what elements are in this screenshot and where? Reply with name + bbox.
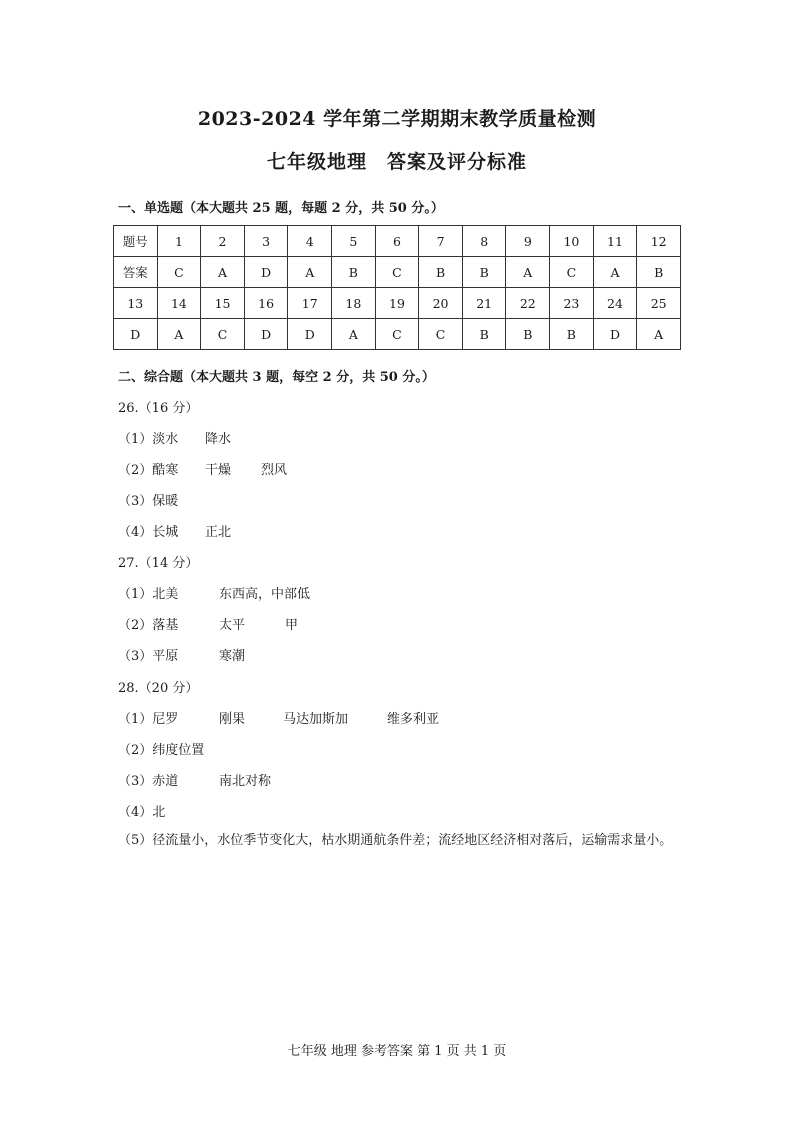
table-cell: 5 [332, 226, 376, 257]
answer-text: 维多利亚 [387, 712, 440, 727]
answer-text: （1）北美 [118, 587, 179, 602]
table-cell: B [506, 319, 550, 350]
answer-line [118, 645, 245, 664]
table-cell: 10 [550, 226, 594, 257]
answer-line [118, 739, 204, 758]
table-cell: 6 [375, 226, 419, 257]
answer-text: 刚果 [219, 712, 246, 727]
answer-line [118, 801, 165, 820]
table-cell: A [332, 319, 376, 350]
answer-line [118, 490, 178, 509]
answer-text: （2）纬度位置 [118, 743, 205, 758]
table-cell: C [201, 319, 245, 350]
table-row [114, 226, 681, 257]
table-cell: 2 [201, 226, 245, 257]
table-cell: C [375, 257, 419, 288]
answer-text: 寒潮 [219, 649, 246, 664]
answer-line [118, 428, 231, 447]
answer-text: （3）保暖 [118, 494, 179, 509]
page-footer: 七年级 地理 参考答案 第 1 页 共 1 页 [287, 1044, 507, 1059]
question-26-heading: 26.（16 分） [118, 401, 199, 416]
table-cell: 7 [419, 226, 463, 257]
table-cell: 16 [244, 288, 288, 319]
table-cell: 9 [506, 226, 550, 257]
table-cell: 12 [637, 226, 681, 257]
answer-line [118, 583, 310, 602]
answer-text: 马达加斯加 [283, 712, 349, 727]
table-cell: C [419, 319, 463, 350]
table-cell: 15 [201, 288, 245, 319]
answer-line [118, 521, 231, 540]
answer-line [118, 770, 271, 789]
answer-paragraph: （5）径流量小，水位季节变化大，枯水期通航条件差；流经地区经济相对落后，运输需求量小。 [118, 833, 673, 848]
table-cell: 8 [462, 226, 506, 257]
table-cell: B [462, 319, 506, 350]
answer-text: 降水 [205, 432, 232, 447]
table-cell: 22 [506, 288, 550, 319]
table-cell: A [637, 319, 681, 350]
table-cell: 20 [419, 288, 463, 319]
answer-text: （1）淡水 [118, 432, 179, 447]
answer-text: 南北对称 [219, 774, 272, 789]
table-cell: 答案 [114, 257, 158, 288]
answer-line [118, 708, 439, 727]
table-cell: A [288, 257, 332, 288]
table-cell: 18 [332, 288, 376, 319]
table-cell: 21 [462, 288, 506, 319]
answer-text: （4）北 [118, 805, 166, 820]
answer-text: 正北 [205, 525, 232, 540]
table-cell: 11 [593, 226, 637, 257]
table-cell: D [244, 257, 288, 288]
answer-line [118, 614, 298, 633]
table-cell: 24 [593, 288, 637, 319]
answer-text: 东西高，中部低 [219, 587, 311, 602]
table-cell: D [593, 319, 637, 350]
table-cell: B [419, 257, 463, 288]
answer-text: （1）尼罗 [118, 712, 179, 727]
table-row [114, 288, 681, 319]
table-cell: C [550, 257, 594, 288]
table-cell: B [550, 319, 594, 350]
answer-text: （4）长城 [118, 525, 179, 540]
answer-line [118, 459, 287, 478]
table-cell: B [332, 257, 376, 288]
section1-heading: 一、单选题（本大题共 25 题，每题 2 分，共 50 分。） [118, 201, 444, 216]
table-cell: 25 [637, 288, 681, 319]
answer-text: （2）落基 [118, 618, 179, 633]
table-cell: 题号 [114, 226, 158, 257]
table-cell: 14 [157, 288, 201, 319]
table-cell: C [157, 257, 201, 288]
table-cell: 13 [114, 288, 158, 319]
table-cell: B [462, 257, 506, 288]
answer-text: 太平 [219, 618, 246, 633]
question-28-heading: 28.（20 分） [118, 681, 199, 696]
table-cell: A [201, 257, 245, 288]
answer-text: 干燥 [205, 463, 232, 478]
answer-text: （3）平原 [118, 649, 179, 664]
table-cell: 17 [288, 288, 332, 319]
table-row [114, 319, 681, 350]
table-cell: A [157, 319, 201, 350]
table-cell: 1 [157, 226, 201, 257]
table-cell: C [375, 319, 419, 350]
answer-text: （3）赤道 [118, 774, 179, 789]
document-subtitle: 七年级地理 答案及评分标准 [266, 151, 527, 173]
answer-text: （2）酷寒 [118, 463, 179, 478]
question-27-heading: 27.（14 分） [118, 556, 199, 571]
document-title: 2023-2024 学年第二学期期末教学质量检测 [197, 108, 597, 130]
table-cell: D [244, 319, 288, 350]
table-cell: A [593, 257, 637, 288]
table-cell: 23 [550, 288, 594, 319]
table-cell: D [114, 319, 158, 350]
answer-text: 烈风 [261, 463, 288, 478]
table-cell: D [288, 319, 332, 350]
table-cell: 3 [244, 226, 288, 257]
answer-table [113, 225, 681, 350]
table-cell: B [637, 257, 681, 288]
table-row [114, 257, 681, 288]
table-cell: 19 [375, 288, 419, 319]
table-cell: A [506, 257, 550, 288]
table-cell: 4 [288, 226, 332, 257]
answer-text: 甲 [285, 618, 299, 633]
section2-heading: 二、综合题（本大题共 3 题，每空 2 分，共 50 分。） [118, 370, 435, 385]
